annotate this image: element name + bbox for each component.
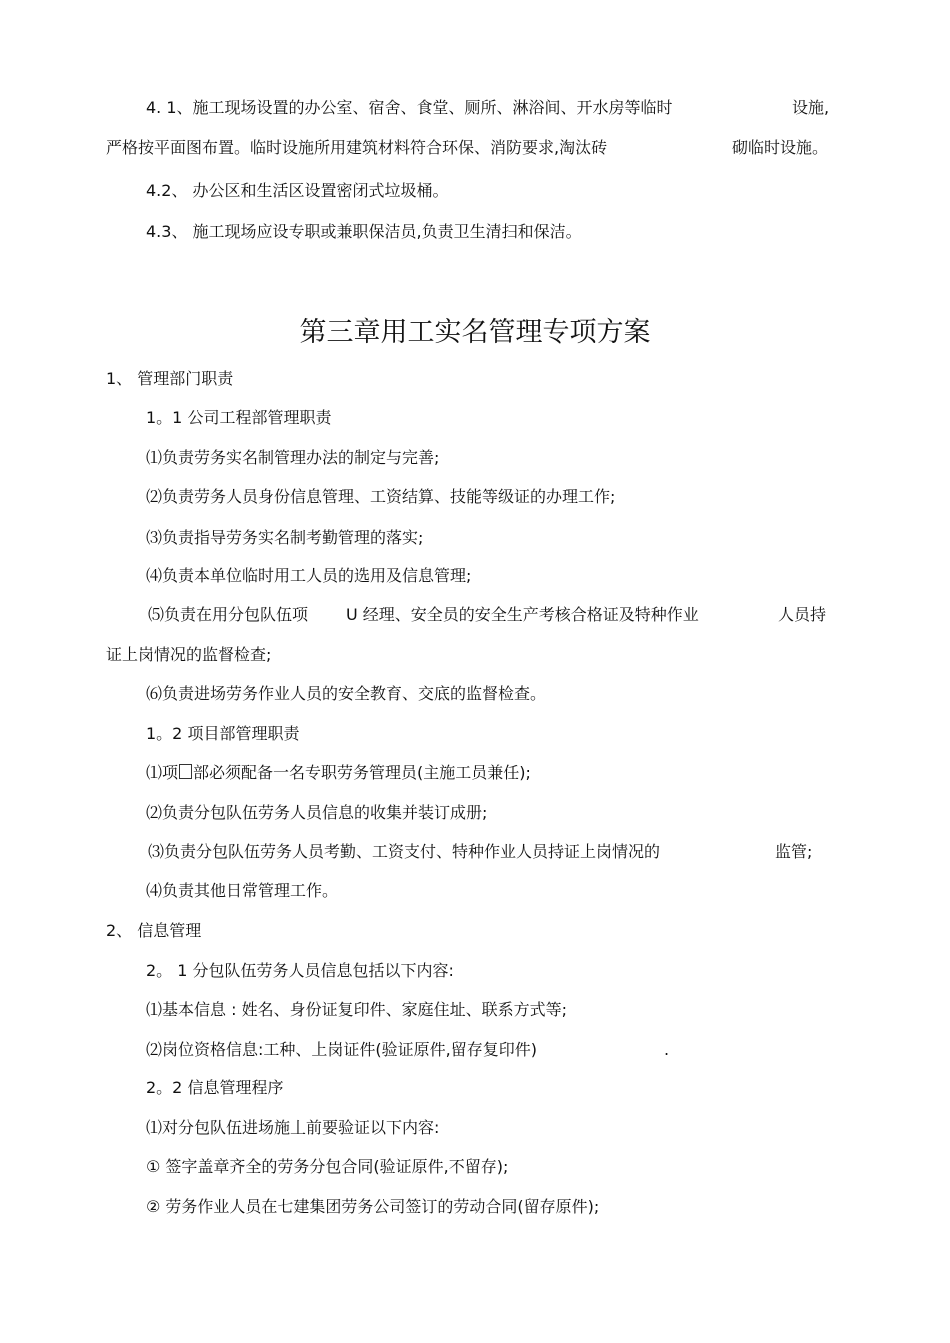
list-item-text: ⑵岗位资格信息:工种、上岗证件(验证原件,留存复印件) bbox=[146, 1040, 537, 1059]
list-item-text: ⑸负责在用分包队伍项 bbox=[148, 605, 309, 624]
paragraph-4-3: 4.3、 施工现场应设专职或兼职保洁员,负责卫生清扫和保洁。 bbox=[146, 222, 582, 241]
list-item: ① 签字盖章齐全的劳务分包合同(验证原件,不留存); bbox=[146, 1157, 509, 1176]
section-heading-2: 2、 信息管理 bbox=[106, 921, 202, 940]
list-item-text: 部必须配备一名专职劳务管理员(主施工员兼任); bbox=[193, 763, 531, 782]
list-item: ⑴负责劳务实名制管理办法的制定与完善; bbox=[146, 448, 440, 467]
list-item-text: U 经理、安全员的安全生产考核合格证及特种作业 bbox=[346, 605, 699, 624]
list-item: ② 劳务作业人员在七建集团劳务公司签订的劳动合同(留存原件); bbox=[146, 1197, 600, 1216]
list-item-text: . bbox=[664, 1040, 670, 1059]
list-item: ⑴对分包队伍进场施丄前要验证以下内容: bbox=[146, 1118, 440, 1137]
list-item bbox=[146, 763, 531, 783]
subsection-1-1: 1。1 公司工程部管理职责 bbox=[146, 408, 332, 427]
list-item: ⑵负责分包队伍劳务人员信息的收集并装订成册; bbox=[146, 803, 488, 822]
list-item-text: 人员持 bbox=[778, 605, 827, 624]
paragraph-text: 4. 1、施工现场设置的办公室、宿舍、食堂、厕所、淋浴间、开水房等临时 bbox=[146, 98, 673, 117]
paragraph-4-2: 4.2、 办公区和生活区设置密闭式垃圾桶。 bbox=[146, 181, 449, 200]
paragraph-text: 设施, bbox=[792, 98, 830, 117]
section-heading-1: 1、 管理部门职责 bbox=[106, 369, 234, 388]
paragraph-text: 砌临时设施。 bbox=[732, 138, 829, 157]
paragraph-text: 严格按平面图布置。临时设施所用建筑材料符合环保、消防要求,淘汰砖 bbox=[106, 138, 608, 157]
list-item: ⑴基本信息 : 姓名、身份证复印件、家庭住址、联系方式等; bbox=[146, 1000, 567, 1019]
list-item: ⑵负责劳务人员身份信息管理、工资结算、技能等级证的办理工作; bbox=[146, 487, 616, 506]
list-item-text: 监管; bbox=[775, 842, 813, 861]
list-item: ⑶负责指导劳务实名制考勤管理的落实; bbox=[146, 528, 424, 547]
list-item: ⑷负责其他日常管理工作。 bbox=[146, 881, 339, 900]
chapter-title: 第三章用工实名管理专项方案 bbox=[299, 317, 651, 348]
list-item-text: ⑴项 bbox=[146, 763, 179, 782]
list-item-text: 证上岗情况的监督检查; bbox=[106, 645, 272, 664]
missing-glyph-box-icon bbox=[179, 764, 192, 779]
subsection-2-2: 2。2 信息管理程序 bbox=[146, 1078, 284, 1097]
list-item: ⑹负责进场劳务作业人员的安全教育、交底的监督检查。 bbox=[146, 684, 547, 703]
list-item-text: ⑶负责分包队伍劳务人员考勤、工资支付、特种作业人员持证上岗情况的 bbox=[148, 842, 661, 861]
subsection-1-2: 1。2 项目部管理职责 bbox=[146, 724, 300, 743]
list-item: ⑷负责本单位临时用工人员的选用及信息管理; bbox=[146, 566, 472, 585]
subsection-2-1: 2。 1 分包队伍劳务人员信息包括以下内容: bbox=[146, 961, 454, 980]
